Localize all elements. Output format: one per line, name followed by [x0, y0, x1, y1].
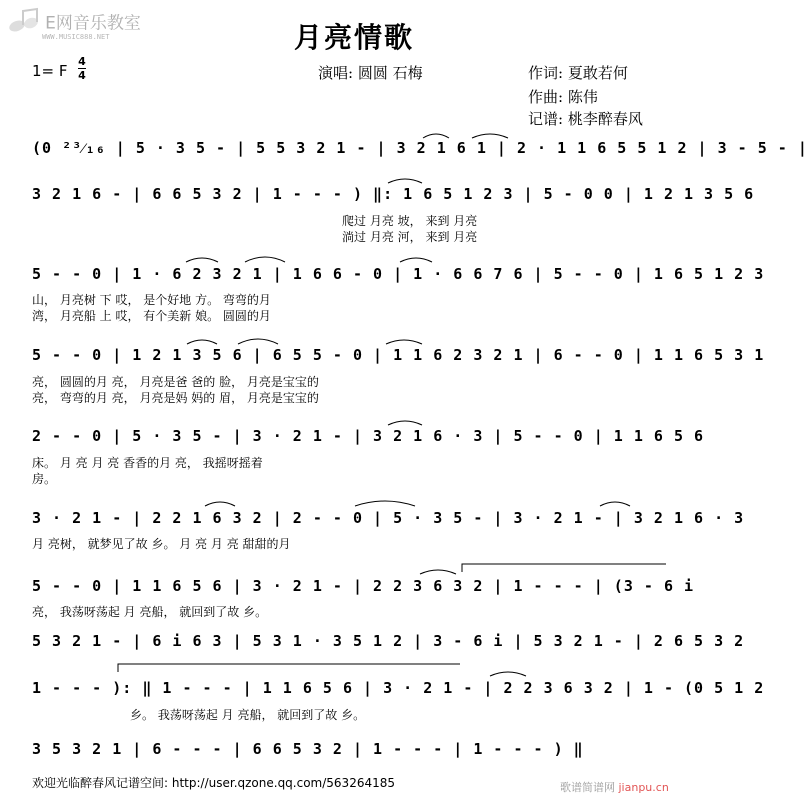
slur-6 [400, 258, 432, 262]
score-line-4: 5 - - 0 | 1 2 1 3 5 6 | 6 5 5 - 0 | 1 1 6 2 3 2 1 | 6 - - 0 | 1 1 6 5 3 1 [32, 346, 765, 364]
time-signature-bottom: 4 [78, 69, 86, 82]
slur-3 [388, 179, 422, 183]
time-signature-top: 4 [78, 55, 86, 68]
lyric-line-2a: 爬过 月亮 坡， 来到 月亮 [342, 214, 478, 228]
watermark-url: WWW.MUSIC888.NET [42, 33, 110, 41]
lyric-line-5b: 房。 [32, 472, 57, 486]
slur-10 [388, 421, 422, 425]
slur-11 [205, 502, 235, 506]
slur-1 [423, 134, 449, 138]
footer-text: 欢迎光临醉春风记谱空间: http://user.qzone.qq.com/563264185 [32, 776, 396, 790]
slur-8 [238, 339, 278, 344]
transcriber-credit: 记谱: 桃李醉春风 [528, 110, 643, 128]
score-line-3: 5 - - 0 | 1 · 6 2 3 2 1 | 1 6 6 - 0 | 1 · 6 6 7 6 | 5 - - 0 | 1 6 5 1 2 3 [32, 265, 765, 283]
composer-credit: 作曲: 陈伟 [528, 88, 598, 106]
slur-9 [386, 340, 422, 344]
slur-7 [187, 340, 217, 344]
lyricist-credit: 作词: 夏敢若何 [528, 64, 628, 82]
lyric-line-4a: 亮， 圆圆的月 亮， 月亮是爸 爸的 脸， 月亮是宝宝的 [32, 375, 319, 389]
song-title: 月亮情歌 [293, 21, 414, 54]
brand-domain: jianpu.cn [618, 781, 669, 794]
watermark-site-name: E网音乐教室 [45, 13, 141, 34]
score-line-2: 3 2 1 6 - | 6 6 5 3 2 | 1 - - - ) ‖: 1 6 5 1 2 3 | 5 - 0 0 | 1 2 1 3 5 6 [32, 185, 755, 203]
lyric-line-2b: 淌过 月亮 河， 来到 月亮 [342, 230, 478, 244]
slur-2 [472, 134, 508, 138]
lyric-line-7a: 亮， 我荡呀荡起 月 亮船， 就回到了故 乡。 [32, 605, 268, 619]
score-line-10: 3 5 3 2 1 | 6 - - - | 6 6 5 3 2 | 1 - - - | 1 - - - ) ‖ [32, 740, 584, 758]
score-line-5: 2 - - 0 | 5 · 3 5 - | 3 · 2 1 - | 3 2 1 6 · 3 | 5 - - 0 | 1 1 6 5 6 [32, 427, 705, 445]
slur-13 [600, 502, 630, 506]
lyric-line-6a: 月 亮树， 就梦见了故 乡。 月 亮 月 亮 甜甜的月 [32, 537, 291, 551]
score-line-8: 5 3 2 1 - | 6 i 6 3 | 5 3 1 · 3 5 1 2 | 3 - 6 i | 5 3 2 1 - | 2 6 5 3 2 [32, 632, 745, 650]
lyric-line-3a: 山， 月亮树 下 哎， 是个好地 方。 弯弯的月 [32, 293, 271, 307]
lyric-line-3b: 湾， 月亮船 上 哎， 有个美新 娘。 圆圆的月 [32, 309, 271, 323]
brand-name: 歌谱简谱网 [560, 781, 615, 794]
slur-15 [490, 672, 526, 676]
slur-14 [420, 570, 456, 574]
score-line-9: 1 - - - ): ‖ 1 - - - | 1 1 6 5 6 | 3 · 2 1 - | 2 2 3 6 3 2 | 1 - (0 5 1 2 [32, 679, 765, 697]
volta-1-bracket [462, 564, 666, 572]
slur-4 [186, 258, 218, 262]
slur-5 [245, 257, 285, 262]
score-line-6: 3 · 2 1 - | 2 2 1 6 3 2 | 2 - - 0 | 5 · 3 5 - | 3 · 2 1 - | 3 2 1 6 · 3 [32, 509, 745, 527]
lyric-line-4b: 亮， 弯弯的月 亮， 月亮是妈 妈的 眉， 月亮是宝宝的 [32, 391, 319, 405]
slur-12 [355, 501, 415, 506]
volta-2-bracket [118, 664, 460, 672]
singers-credit: 演唱: 圆圆 石梅 [318, 64, 423, 82]
lyric-line-9a: 乡。 我荡呀荡起 月 亮船， 就回到了故 乡。 [130, 708, 366, 722]
lyric-line-5a: 床。 月 亮 月 亮 香香的月 亮， 我摇呀摇着 [32, 456, 263, 470]
key-signature: 1= F [32, 62, 68, 80]
score-line-1: (0 ²³⁄₁₆ | 5 · 3 5 - | 5 5 3 2 1 - | 3 2 1 6 1 | 2 · 1 1 6 5 5 1 2 | 3 - 5 - | [32, 139, 808, 157]
brand-watermark [560, 779, 669, 795]
score-line-7: 5 - - 0 | 1 1 6 5 6 | 3 · 2 1 - | 2 2 3 6 3 2 | 1 - - - | (3 - 6 i [32, 577, 695, 595]
